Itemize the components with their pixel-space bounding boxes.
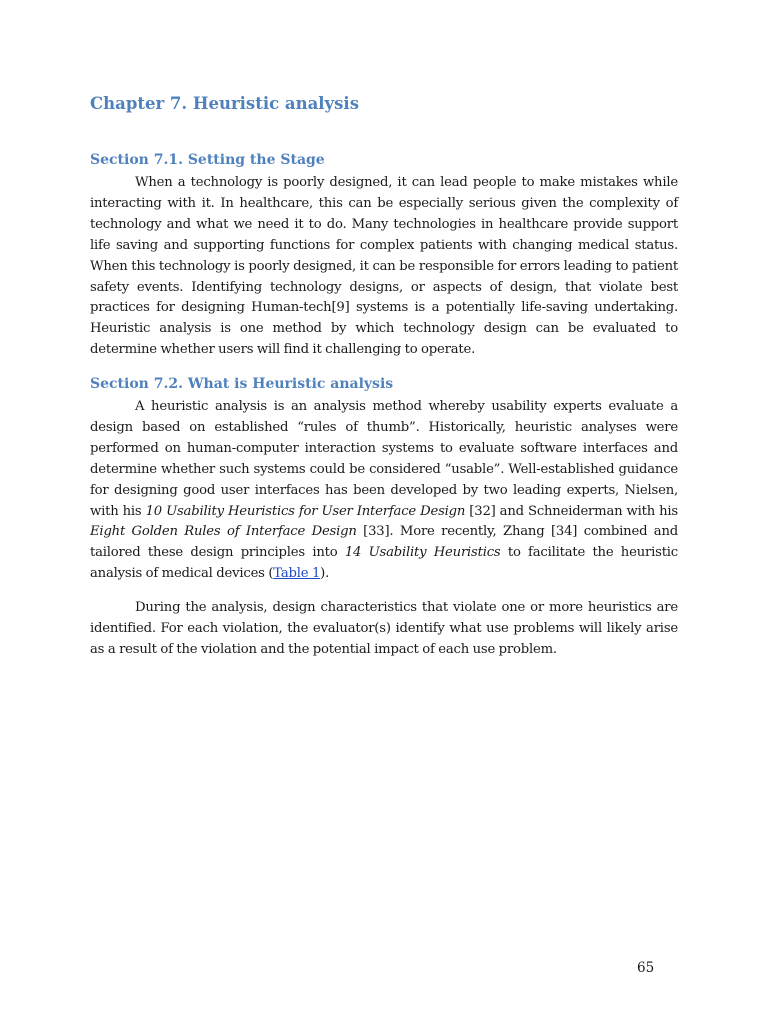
page-number: 65 [637,960,655,976]
chapter-title: Chapter 7. Heuristic analysis [90,94,359,113]
paragraph-setting-the-stage: When a technology is poorly designed, it can lead people to make mistakes while interacting with it. In healthcare, this can be especially serious given the complexity of technology and what we need it to do. Many technologies in healthcare provide support life saving and supporting functions for complex patients with changing medical status. When this technology is poorly designed, it can be responsible for errors leading to patient safety events. Identifying technology designs, or aspects of design, that violate best practices for designing Human-tech[9] systems is a potentially life-saving undertaking. Heuristic analysis is one method by which technology design can be evaluated to determine whether users will find it challenging to operate. [90,175,678,358]
paragraph-analysis-process: During the analysis, design characteristics that violate one or more heuristics are identified. For each violation, the evaluator(s) identify what use problems will likely arise as a result of the violation and the potential impact of each use problem. [90,600,678,657]
reference-title-schneiderman: Eight Golden Rules of Interface Design [90,524,357,540]
table-1-link[interactable]: Table 1 [273,566,321,582]
paragraph-text: to facilitate the heuristic analysis of medical devices ( [90,545,678,582]
paragraph-text: [33]. More recently, Zhang [34] combined and tailored these design principles into [90,524,678,561]
reference-title-nielsen: 10 Usability Heuristics for User Interface Design [145,503,466,519]
section-heading-what-is-heuristic-analysis: Section 7.2. What is Heuristic analysis [90,376,394,392]
reference-title-zhang: 14 Usability Heuristics [344,545,501,561]
paragraph-text: ). [320,566,330,582]
paragraph-what-is-heuristic-analysis [90,397,678,585]
section-heading-setting-the-stage: Section 7.1. Setting the Stage [90,152,325,168]
paragraph-text: [32] and Schneiderman with his [465,503,679,519]
paragraph-text: A heuristic analysis is an analysis method whereby usability experts evaluate a design based on established “rules of thumb”. Historically, heuristic analyses were performed on human-computer interaction systems to evaluate software interfaces and determine whether such systems could be considered “usable”. Well-established guidance for designing good user interfaces has been developed by two leading experts, Nielsen, with his [90,399,678,519]
